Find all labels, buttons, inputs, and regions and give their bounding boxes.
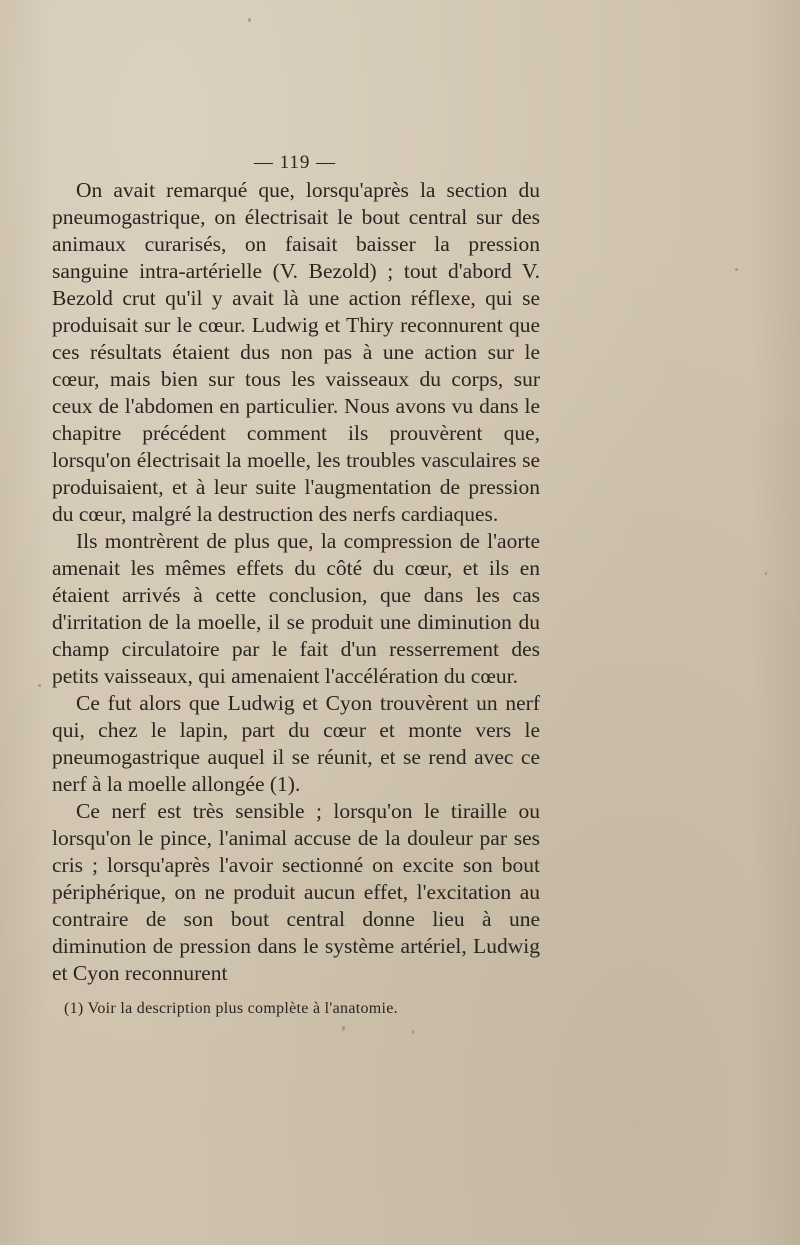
paper-speck [248,18,251,22]
page-number: — 119 — [253,152,337,173]
paragraph-4: Ce nerf est très sensible ; lorsqu'on le tiraille ou lorsqu'on le pince, l'animal accuse de la douleur par ses cris ; lorsqu'après l'avoir sectionné on excite son bout périphérique, on ne produit aucun effet, l'excitation au contraire de son bout central donne lieu à une diminution de pression dans le système artériel, Ludwig et Cyon reconnurent [52,799,540,985]
paper-speck [765,572,767,575]
paper-speck [735,268,738,271]
paper-speck [38,684,41,687]
paragraph-3: Ce fut alors que Ludwig et Cyon trouvèrent un nerf qui, chez le lapin, part du cœur et monte vers le pneumogastrique auquel il se réunit, et se rend avec ce nerf à la moelle allongée (1). [52,691,540,796]
paper-speck [412,1030,414,1034]
paper-speck [342,1026,345,1031]
paragraph-1: On avait remarqué que, lorsqu'après la section du pneumogastrique, on électrisait le bout central sur des animaux curarisés, on faisait baisser la pression sanguine intra-artérielle (V. Bezold) ; tout d'abord V. Bezold crut qu'il y avait là une action réflexe, qui se produisait sur le cœur. Ludwig et Thiry reconnurent que ces résultats étaient dus non pas à une action sur le cœur, mais bien sur tous les vaisseaux du corps, sur ceux de l'abdomen en particulier. Nous avons vu dans le chapitre précédent comment ils prouvèrent que, lorsqu'on électrisait la moelle, les troubles vasculaires se produisaient, et à leur suite l'augmentation de pression du cœur, malgré la destruction des nerfs cardiaques. [52,178,540,526]
paragraph-2: Ils montrèrent de plus que, la compression de l'aorte amenait les mêmes effets du côté du cœur, et ils en étaient arrivés à cette conclusion, que dans les cas d'irritation de la moelle, il se produit une diminution du champ circulatoire par le fait d'un resserrement des petits vaisseaux, qui amenaient l'accélération du cœur. [52,529,540,688]
body-text [52,177,540,987]
footnote: (1) Voir la description plus complète à l'anatomie. [64,1000,398,1017]
